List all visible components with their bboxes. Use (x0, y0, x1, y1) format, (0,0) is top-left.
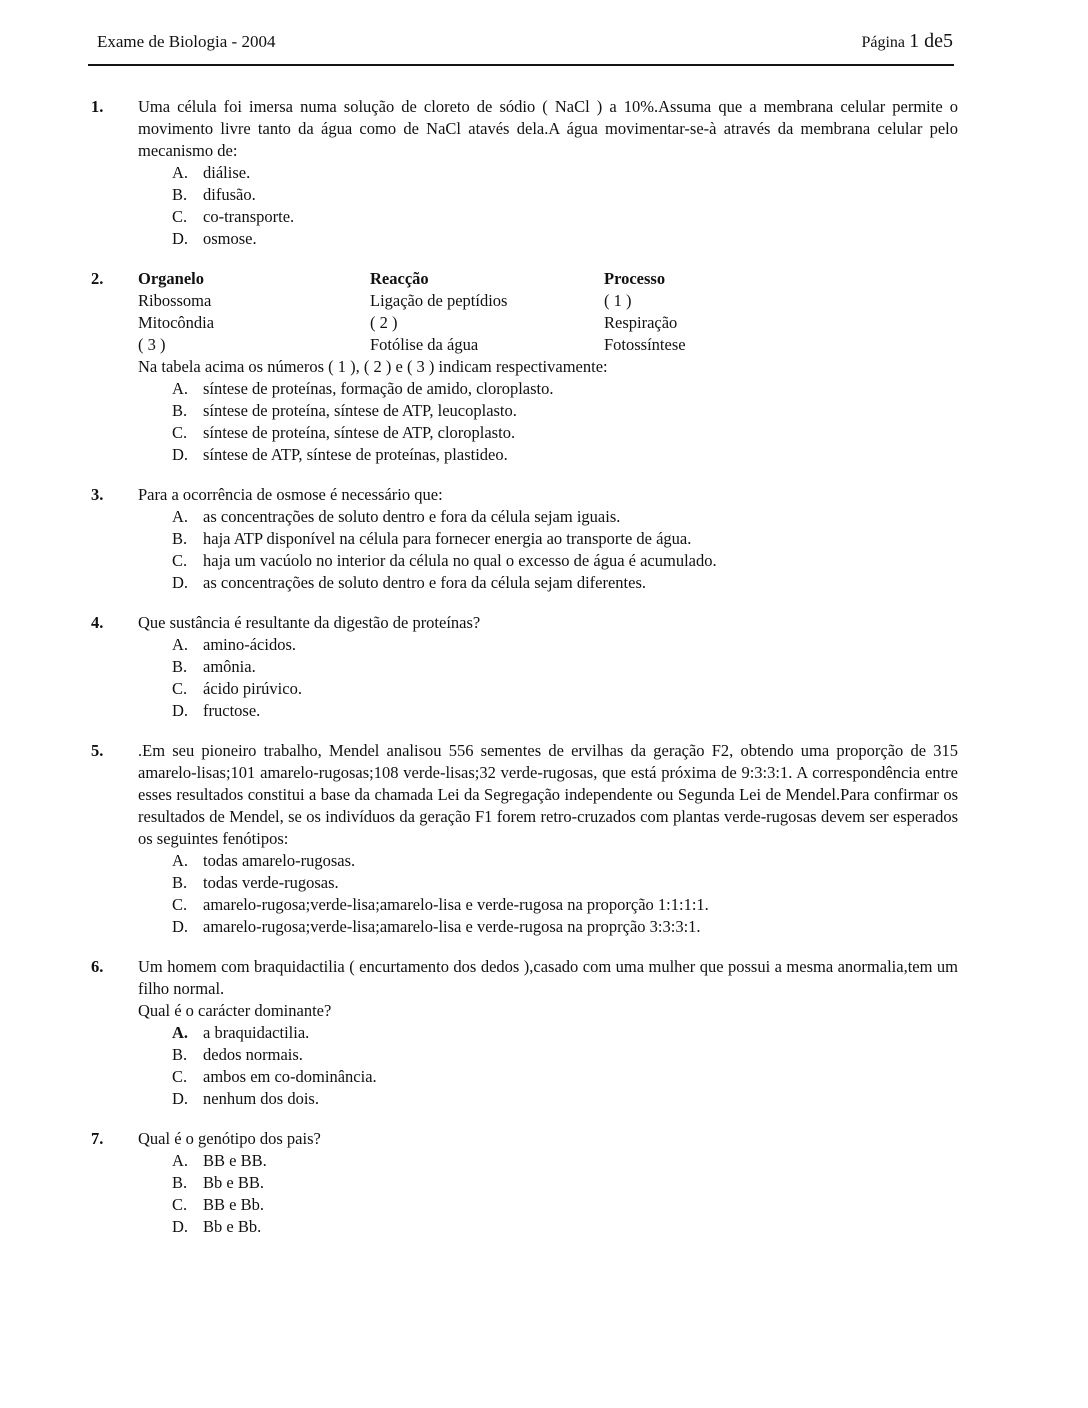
option-letter: B. (172, 185, 188, 204)
option-text: nenhum dos dois. (203, 1089, 319, 1108)
table-header-cell: Reacção (370, 269, 429, 288)
options-list (172, 1022, 958, 1110)
option-row (172, 378, 958, 400)
question-text: Uma célula foi imersa numa solução de cloreto de sódio ( NaCl ) a 10%.Assuma que a membrana celular permite o movimento livre tanto da água como de NaCl atavés dela.A água movimentar-se-à através da membrana celular pelo mecanismo de: (138, 97, 958, 160)
question-text: Qual é o genótipo dos pais? (138, 1129, 321, 1148)
option-row (172, 422, 958, 444)
table-cell: Ribossoma (138, 291, 212, 310)
table-cell: ( 2 ) (370, 313, 398, 332)
question-text: Um homem com braquidactilia ( encurtamento dos dedos ),casado com uma mulher que possui a mesma anormalia,tem um filho normal. (138, 957, 958, 998)
option-text: BB e BB. (203, 1151, 267, 1170)
option-letter: A. (172, 379, 189, 398)
option-text: síntese de proteína, síntese de ATP, leucoplasto. (203, 401, 517, 420)
option-text: co-transporte. (203, 207, 295, 226)
options-list (172, 1150, 958, 1238)
option-row (172, 1044, 958, 1066)
option-text: Bb e BB. (203, 1173, 264, 1192)
question-text: Na tabela acima os números ( 1 ), ( 2 ) e ( 3 ) indicam respectivamente: (138, 357, 608, 376)
option-letter: C. (172, 551, 188, 570)
question-body (138, 1128, 958, 1238)
question-body (138, 484, 958, 594)
options-list (172, 506, 958, 594)
page-number: 1 de5 (909, 30, 953, 52)
option-letter: B. (172, 529, 188, 548)
option-row (172, 916, 958, 938)
option-text: amarelo-rugosa;verde-lisa;amarelo-lisa e verde-rugosa na proporção 1:1:1:1. (203, 895, 709, 914)
option-letter: A. (172, 1023, 189, 1042)
question-block (91, 268, 958, 466)
option-text: haja um vacúolo no interior da célula no qual o excesso de água é acumulado. (203, 551, 717, 570)
question-block (91, 956, 958, 1110)
option-row (172, 572, 958, 594)
table-cell: ( 3 ) (138, 335, 166, 354)
option-letter: B. (172, 873, 188, 892)
question-text: .Em seu pioneiro trabalho, Mendel analisou 556 sementes de ervilhas da geração F2, obtendo uma proporção de 315 amarelo-lisas;101 amarelo-rugosas;108 verde-lisas;32 verde-rugosas, que está próxima de 9:3:3:1. A correspondência entre esses resultados constitui a base da chamada Lei da Segregação independente ou Segunda Lei de Mendel.Para confirmar os resultados de Mendel, se os indivíduos da geração F1 forem retro-cruzados com plantas verde-rugosas devem ser esperados os seguintes fenótipos: (138, 741, 958, 848)
option-row (172, 1066, 958, 1088)
question-number: 3. (91, 485, 104, 504)
option-row (172, 1194, 958, 1216)
question-block (91, 484, 958, 594)
option-letter: B. (172, 1173, 188, 1192)
option-text: amarelo-rugosa;verde-lisa;amarelo-lisa e verde-rugosa na proprção 3:3:3:1. (203, 917, 701, 936)
table-cell: Ligação de peptídios (370, 291, 508, 310)
option-row (172, 400, 958, 422)
question-number: 2. (91, 269, 104, 288)
page-header (97, 30, 953, 54)
option-text: todas amarelo-rugosas. (203, 851, 356, 870)
option-text: síntese de ATP, síntese de proteínas, plastideo. (203, 445, 508, 464)
option-letter: D. (172, 573, 189, 592)
option-letter: D. (172, 229, 189, 248)
option-text: todas verde-rugosas. (203, 873, 339, 892)
option-row (172, 700, 958, 722)
question-number: 1. (91, 97, 104, 116)
option-text: haja ATP disponível na célula para fornecer energia ao transporte de água. (203, 529, 692, 548)
option-text: amino-ácidos. (203, 635, 297, 654)
option-row (172, 656, 958, 678)
question-text: Que sustância é resultante da digestão de proteínas? (138, 613, 481, 632)
page-label: Página (861, 34, 905, 51)
option-letter: C. (172, 1195, 188, 1214)
option-letter: C. (172, 423, 188, 442)
question-block (91, 1128, 958, 1238)
option-text: BB e Bb. (203, 1195, 264, 1214)
question-number: 5. (91, 741, 104, 760)
options-list (172, 162, 958, 250)
question-text: Qual é o carácter dominante? (138, 1001, 332, 1020)
option-row (172, 850, 958, 872)
table-header-cell: Processo (604, 269, 666, 288)
question-number: 4. (91, 613, 104, 632)
option-row (172, 1088, 958, 1110)
option-row (172, 1150, 958, 1172)
option-row (172, 634, 958, 656)
header-rule (88, 64, 954, 66)
exam-title: Exame de Biologia - 2004 (97, 32, 276, 51)
option-row (172, 184, 958, 206)
option-letter: A. (172, 851, 189, 870)
option-row (172, 162, 958, 184)
option-letter: C. (172, 207, 188, 226)
option-letter: C. (172, 895, 188, 914)
question-number: 7. (91, 1129, 104, 1148)
option-text: ácido pirúvico. (203, 679, 302, 698)
question-text: Para a ocorrência de osmose é necessário que: (138, 485, 443, 504)
option-row (172, 872, 958, 894)
option-text: diálise. (203, 163, 251, 182)
option-text: as concentrações de soluto dentro e fora da célula sejam diferentes. (203, 573, 647, 592)
option-letter: A. (172, 635, 189, 654)
option-text: dedos normais. (203, 1045, 303, 1064)
option-letter: A. (172, 507, 189, 526)
table-cell: Respiração (604, 313, 678, 332)
table-cell: Fotossíntese (604, 335, 686, 354)
option-row (172, 678, 958, 700)
option-letter: A. (172, 1151, 189, 1170)
option-letter: D. (172, 445, 189, 464)
option-letter: D. (172, 701, 189, 720)
option-letter: B. (172, 1045, 188, 1064)
question-table (138, 268, 958, 356)
option-text: fructose. (203, 701, 261, 720)
table-header-cell: Organelo (138, 269, 204, 288)
option-letter: D. (172, 1217, 189, 1236)
options-list (172, 378, 958, 466)
option-text: Bb e Bb. (203, 1217, 262, 1236)
option-row (172, 206, 958, 228)
option-row (172, 894, 958, 916)
option-text: osmose. (203, 229, 257, 248)
option-text: síntese de proteína, síntese de ATP, cloroplasto. (203, 423, 516, 442)
option-letter: B. (172, 657, 188, 676)
option-letter: C. (172, 1067, 188, 1086)
question-body (138, 268, 958, 466)
question-body (138, 612, 958, 722)
option-letter: D. (172, 917, 189, 936)
options-list (172, 634, 958, 722)
question-body (138, 740, 958, 938)
option-text: síntese de proteínas, formação de amido, cloroplasto. (203, 379, 554, 398)
question-number: 6. (91, 957, 104, 976)
option-row (172, 1022, 958, 1044)
option-row (172, 1216, 958, 1238)
question-body (138, 96, 958, 250)
table-cell: Mitocôndia (138, 313, 215, 332)
option-letter: D. (172, 1089, 189, 1108)
question-block (91, 96, 958, 250)
option-row (172, 550, 958, 572)
questions (91, 96, 958, 1256)
table-cell: Fotólise da água (370, 335, 479, 354)
option-row (172, 528, 958, 550)
option-letter: C. (172, 679, 188, 698)
option-text: difusão. (203, 185, 256, 204)
option-letter: A. (172, 163, 189, 182)
option-letter: B. (172, 401, 188, 420)
options-list (172, 850, 958, 938)
option-text: a braquidactilia. (203, 1023, 310, 1042)
option-row (172, 444, 958, 466)
question-body (138, 956, 958, 1110)
option-row (172, 228, 958, 250)
option-text: ambos em co-dominância. (203, 1067, 377, 1086)
table-cell: ( 1 ) (604, 291, 632, 310)
question-block (91, 612, 958, 722)
option-row (172, 1172, 958, 1194)
page-indicator (861, 30, 953, 54)
option-text: amônia. (203, 657, 256, 676)
question-block (91, 740, 958, 938)
option-row (172, 506, 958, 528)
option-text: as concentrações de soluto dentro e fora da célula sejam iguais. (203, 507, 621, 526)
